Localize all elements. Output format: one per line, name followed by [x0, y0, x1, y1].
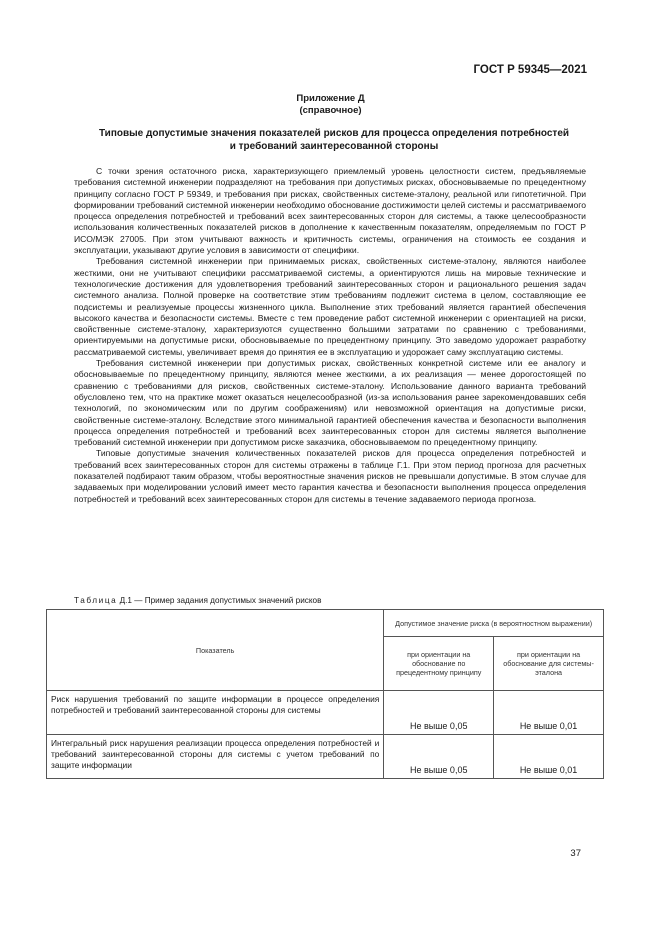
- row-indicator: Риск нарушения требований по защите информации в процессе определения потребностей и требований заинтересованной стороны для системы: [47, 691, 384, 735]
- document-code: ГОСТ Р 59345—2021: [473, 64, 587, 76]
- table-row: [47, 691, 604, 735]
- body-text: [74, 166, 586, 505]
- appendix-heading: [0, 93, 661, 117]
- row-indicator: Интегральный риск нарушения реализации процесса определения потребностей и требований заинтересованной стороны для системы с учетом требований по защите информации: [47, 735, 384, 779]
- table-row: [47, 735, 604, 779]
- table-caption: [74, 596, 321, 605]
- appendix-label: Приложение Д: [296, 93, 365, 104]
- header-reference: при ориентации на обоснование для системы-эталона: [494, 637, 604, 691]
- header-indicator: Показатель: [47, 610, 384, 691]
- section-title: [96, 127, 572, 153]
- row-precedent-value: Не выше 0,05: [384, 691, 494, 735]
- row-precedent-value: Не выше 0,05: [384, 735, 494, 779]
- paragraph: Требования системной инженерии при принимаемых рисках, свойственных системе-эталону, являются наиболее жесткими, они не учитывают специфики рассматриваемой системы, а ориентируются лишь на мировые технические и технологические достижения для удовлетворения требований заинтересованных сторон и рационального решения задач системного анализа. Полной проверке на соответствие этим требованиям подлежит система в целом, составляющие ее подсистемы и реализуемые процессы жизненного цикла. Выполнение этих требований является гарантией обеспечения высокого качества и безопасности системы. Вместе с тем проведение работ системной инженерии с ориентацией на риски, свойственные системе-эталону, характеризуются существенно большими затратами по сравнению с требованиями, ориентируемыми на допустимые риски, обосновываемые по прецедентному принципу. Это заведомо удорожает разработку рассматриваемой системы, увеличивает время до принятия ее в эксплуатацию и удорожает саму эксплуатацию системы.: [74, 256, 586, 357]
- header-precedent: при ориентации на обоснование по прецедентному принципу: [384, 637, 494, 691]
- risk-values-table: [46, 609, 604, 779]
- table-caption-label: Таблица: [74, 596, 118, 605]
- section-title-line1: Типовые допустимые значения показателей рисков для процесса определения потребностей: [98, 128, 570, 139]
- section-title-line2: и требований заинтересованной стороны: [229, 141, 439, 152]
- appendix-type: (справочное): [299, 105, 362, 116]
- paragraph: Типовые допустимые значения количественных показателей рисков для процесса определения потребностей и требований всех заинтересованных сторон для системы отражены в таблице Г.1. При этом период прогноза для расчетных показателей подбирают таким образом, чтобы вероятностные значения рисков не превышали допустимые. В этом случае для задаваемых при моделировании условий имеет место гарантия качества и безопасности выполнения процесса определения потребностей и требований всех заинтересованных сторон для системы в течение задаваемого периода прогноза.: [74, 448, 586, 504]
- table-caption-text: Д.1 — Пример задания допустимых значений рисков: [119, 596, 322, 605]
- header-allowed-value: Допустимое значение риска (в вероятностном выражении): [384, 610, 604, 637]
- table-header-row: [47, 610, 604, 637]
- row-reference-value: Не выше 0,01: [494, 691, 604, 735]
- page-number: 37: [570, 848, 581, 859]
- row-reference-value: Не выше 0,01: [494, 735, 604, 779]
- paragraph: Требования системной инженерии при допустимых рисках, свойственных конкретной системе или ее аналогу и обосновываемые по прецедентному принципу, являются менее жесткими, а их реализация — менее дорогостоящей по сравнению с требованиями для рисков, свойственных системе-эталону. Использование данного варианта требований обусловлено тем, что на практике может оказаться нецелесообразной (из-за использования ранее зарекомендовавших себя технологий, по экономическим или по другим соображениям) или невозможной ориентация на допустимые риски, свойственные системе-эталону. Вследствие этого минимальной гарантией обеспечения качества и безопасности выполнения процесса определения потребностей и требований всех заинтересованных сторон для системы является выполнение требований системной инженерии при допустимом риске заказчика, обосновываемом по прецедентному принципу.: [74, 358, 586, 448]
- paragraph: С точки зрения остаточного риска, характеризующего приемлемый уровень целостности систем, предъявляемые требования системной инженерии подразделяют на требования при допустимых рисках, обосновываемые по прецедентному принципу согласно ГОСТ Р 59349, и требования при рисках, свойственных системе-эталону, реальной или гипотетичной. При формировании требований системной инженерии необходимо обоснование достижимости целей системы и рассматриваемого процесса определения потребностей и требований всех заинтересованных сторон для системы, а также целесообразности использования количественных показателей рисков в дополнение к качественным показателям, определяемым по ГОСТ Р ИСО/МЭК 27005. При этом учитывают важность и критичность системы, ограничения на стоимость ее создания и эксплуатации, указывают другие условия в зависимости от специфики.: [74, 166, 586, 256]
